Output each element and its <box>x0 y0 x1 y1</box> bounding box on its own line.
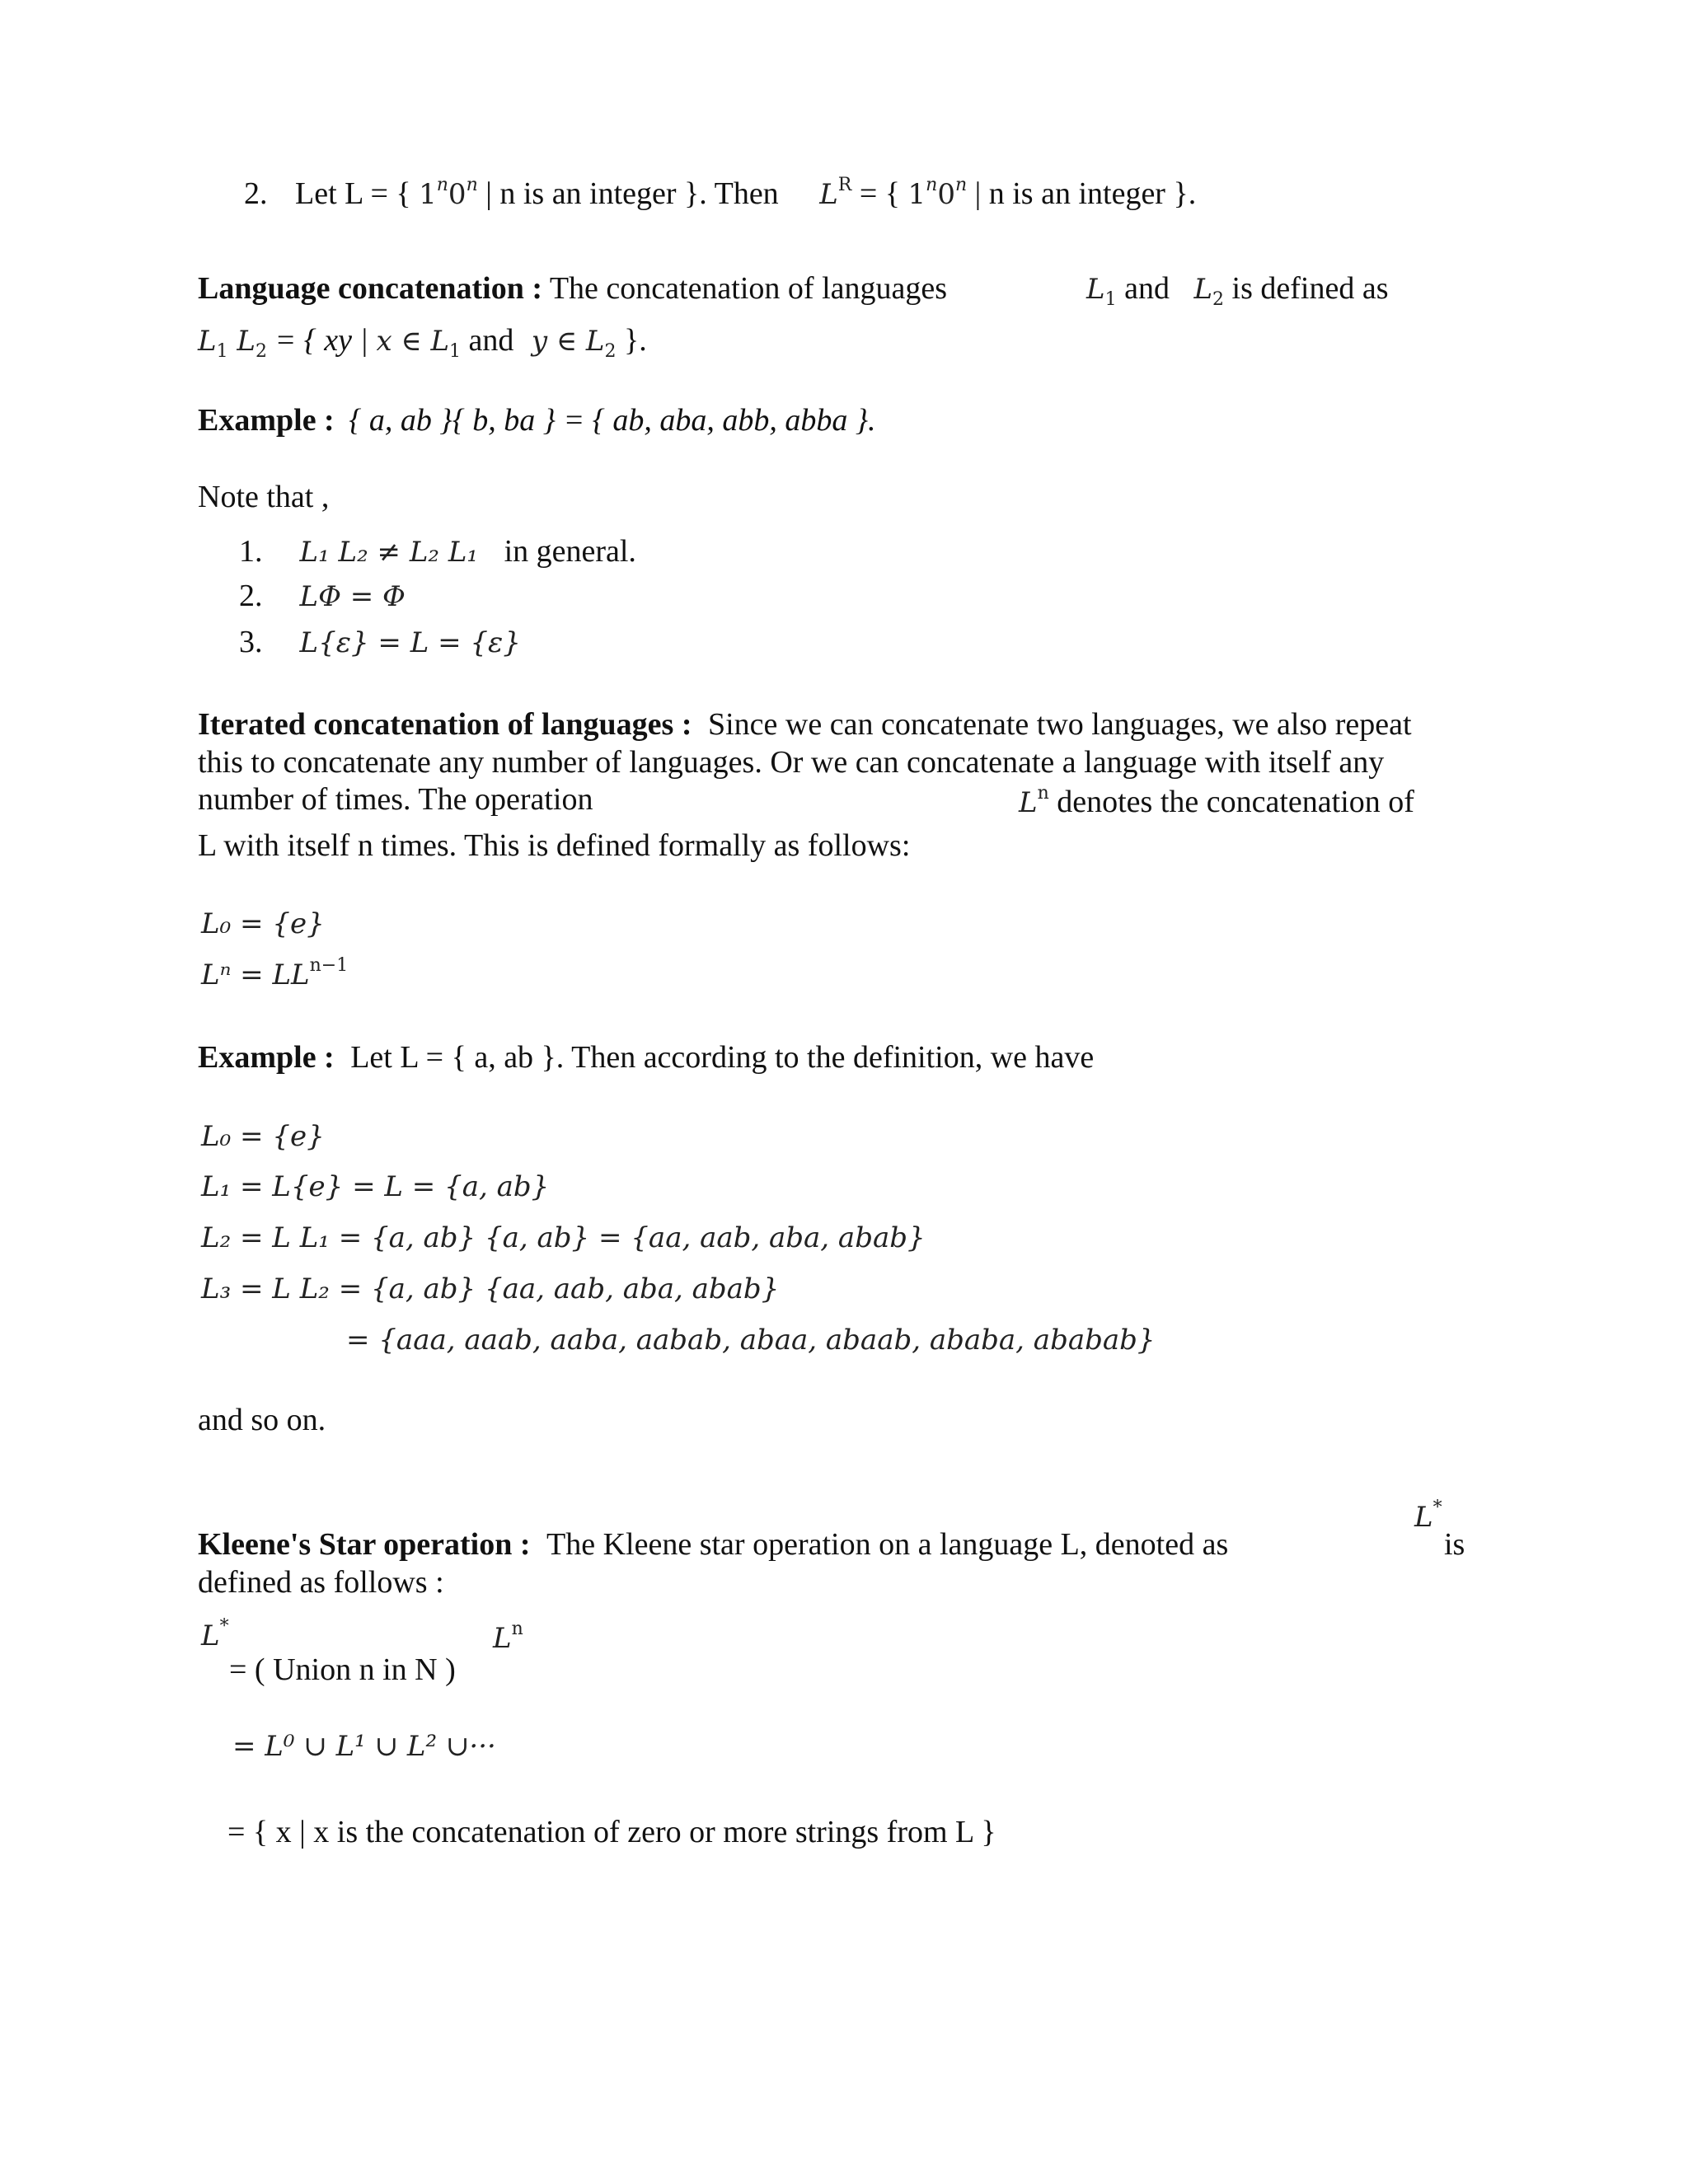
example-row-0: L₀ = {e} <box>201 1120 325 1153</box>
example-1: Example : { a, ab }{ b, ba } = { ab, aba, abb, abba }. <box>198 403 876 438</box>
kleene-l-star: L* <box>1414 1497 1442 1534</box>
kleene-def-lhs: L* <box>201 1616 229 1652</box>
iterated-line3-right: $L^n$ denotes the concatenation of <box>1019 783 1414 819</box>
iterated-heading: Iterated concatenation of languages : <box>198 707 692 742</box>
iterated-def1: L₀ = {e} <box>201 907 325 940</box>
iterated-line4: L with itself n times. This is defined formally as follows: <box>198 828 911 863</box>
iterated-line2: this to concatenate any number of languages. Or we can concatenate a language with itself any <box>198 745 1385 780</box>
example-end: and so on. <box>198 1403 326 1437</box>
example-2: Example : Let L = { a, ab }. Then according to the definition, we have <box>198 1040 1095 1075</box>
example-label: Example : <box>198 403 335 438</box>
iterated-def2: $L^n = LL^{n-1}$ <box>201 955 349 991</box>
iterated-line3: number of times. The operation <box>198 782 593 817</box>
math-expr: LΦ = Φ <box>299 580 406 613</box>
kleene-heading: Kleene's Star operation : <box>198 1527 531 1562</box>
example-row-3: L₃ = L L₂ = {a, ab} {aa, aab, aba, abab} <box>201 1272 780 1305</box>
kleene-def3: = { x | x is the concatenation of zero or more strings from L } <box>227 1815 996 1849</box>
kleene-def1-rhs: $L^n$ <box>493 1619 523 1655</box>
l-reverse: $L^R$ <box>819 175 852 211</box>
math-expr: L{ε} = L = {ε} <box>299 626 521 659</box>
iterated-line1: Iterated concatenation of languages : Since we can concatenate two languages, we also repeat <box>198 707 1412 742</box>
kleene-def2: = L⁰ ∪ L¹ ∪ L² ∪··· <box>232 1730 496 1763</box>
example-row-4: = {aaa, aaab, aaba, aabab, abaa, abaab, ababa, ababab} <box>346 1324 1156 1357</box>
concat-paragraph-line1-right: $L_1$ and $L_2$ is defined as <box>1086 271 1389 310</box>
concat-definition: $L_1$ $L_2$ = { xy | x ∈ $L_1$ and y ∈ $L_2$ }. <box>198 323 647 362</box>
item-number: 2. <box>244 176 268 211</box>
note-item-2: 2. LΦ = Φ <box>239 579 406 613</box>
note-intro: Note that , <box>198 480 330 514</box>
kleene-line1: Kleene's Star operation : The Kleene star operation on a language L, denoted as <box>198 1527 1229 1562</box>
kleene-is: is <box>1444 1527 1465 1562</box>
kleene-line2: defined as follows : <box>198 1565 444 1600</box>
example-label: Example : <box>198 1040 335 1075</box>
math-expr: L₁ L₂ ≠ L₂ L₁ <box>299 536 479 569</box>
list-item-2: 2. Let L = { 1$^n$0$^n$ | n is an integer }. Then $L^R$ = { 1$^n$0$^n$ | n is an integer }. <box>244 175 1197 211</box>
note-item-3: 3. L{ε} = L = {ε} <box>239 625 521 659</box>
example-row-1: L₁ = L{e} = L = {a, ab} <box>201 1170 550 1203</box>
note-item-1: 1. L₁ L₂ ≠ L₂ L₁ in general. <box>239 534 636 569</box>
example-row-2: L₂ = L L₁ = {a, ab} {a, ab} = {aa, aab, aba, abab} <box>201 1221 926 1254</box>
concat-paragraph-line1: Language concatenation : The concatenation of languages <box>198 271 948 306</box>
kleene-def1: = ( Union n in N ) <box>229 1652 456 1687</box>
concat-heading: Language concatenation : <box>198 271 542 306</box>
